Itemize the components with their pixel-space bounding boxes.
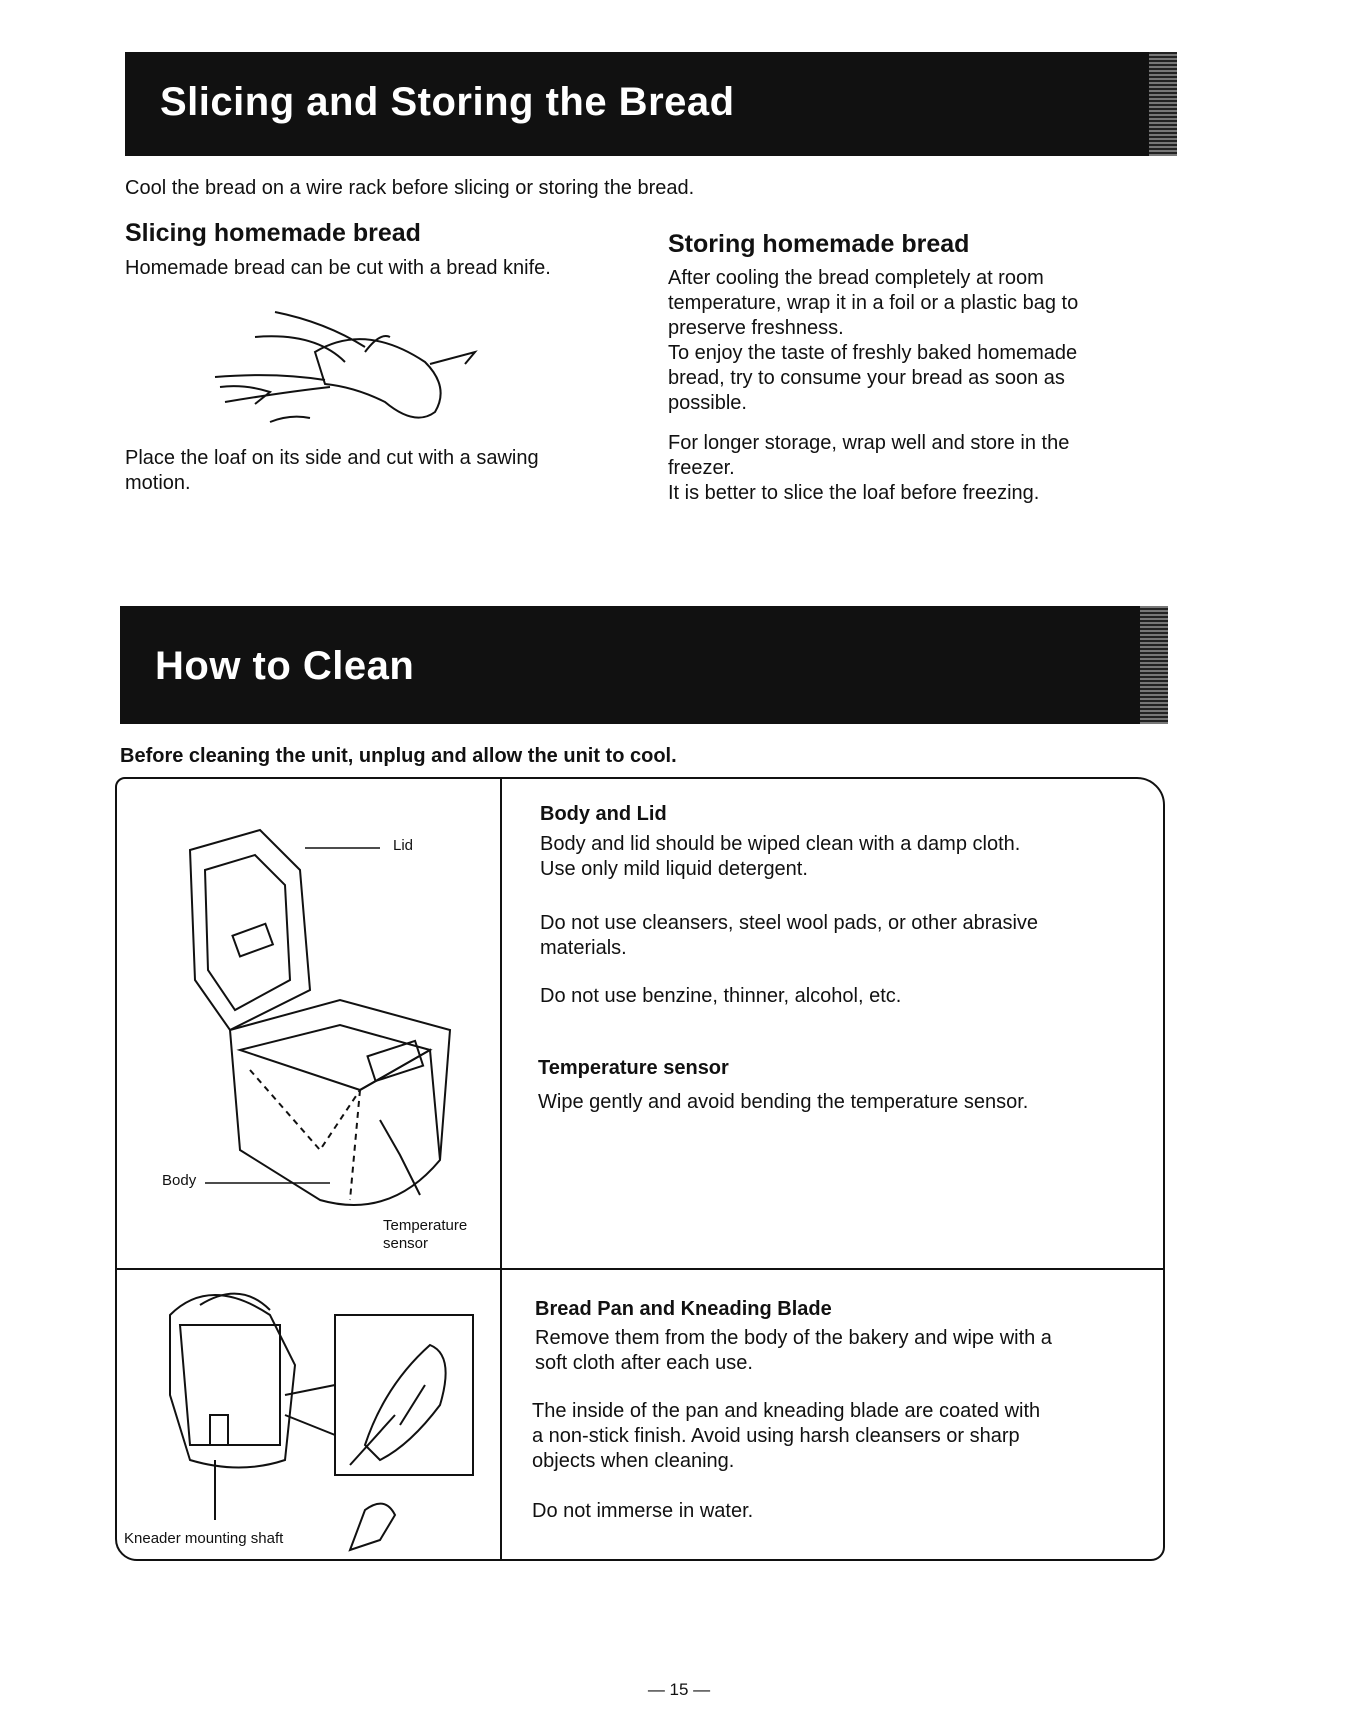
temp-sensor-heading: Temperature sensor	[538, 1057, 729, 1079]
label-body: Body	[162, 1172, 197, 1189]
bread-pan-illustration	[150, 1275, 480, 1555]
section-title: Slicing and Storing the Bread	[160, 80, 735, 124]
slicing-heading: Slicing homemade bread	[125, 219, 421, 247]
bread-pan-para2: The inside of the pan and kneading blade are coated with a non-stick finish. Avoid using harsh cleansers or sharp objects when cleaning.	[532, 1400, 1041, 1472]
temp-sensor-text: Wipe gently and avoid bending the temperature sensor.	[538, 1091, 1029, 1113]
intro-text: Cool the bread on a wire rack before slicing or storing the bread.	[125, 177, 695, 199]
table-row-divider	[115, 1268, 1165, 1270]
label-temperature-sensor: Temperature sensor	[383, 1217, 468, 1252]
storing-para2: For longer storage, wrap well and store in the freezer. It is better to slice the loaf before freezing.	[668, 432, 1070, 504]
bread-pan-para1: Remove them from the body of the bakery and wipe with a soft cloth after each use.	[535, 1327, 1052, 1374]
section-title: How to Clean	[155, 644, 415, 688]
body-lid-para2: Do not use cleansers, steel wool pads, or other abrasive materials.	[540, 912, 1039, 959]
slicing-text: Homemade bread can be cut with a bread knife.	[125, 257, 551, 279]
label-kneader-mounting-shaft: Kneader mounting shaft	[124, 1530, 284, 1547]
bread-pan-heading: Bread Pan and Kneading Blade	[535, 1298, 832, 1320]
label-lid: Lid	[393, 837, 414, 854]
section-banner-how-to-clean	[120, 606, 1168, 724]
banner-texture	[1149, 52, 1177, 156]
body-lid-para3: Do not use benzine, thinner, alcohol, etc.	[540, 985, 902, 1007]
storing-heading: Storing homemade bread	[668, 230, 970, 258]
body-leader-line	[205, 1181, 335, 1185]
bread-maker-illustration	[150, 820, 470, 1220]
table-column-divider	[500, 777, 502, 1561]
cleaning-warning: Before cleaning the unit, unplug and allow the unit to cool.	[120, 745, 677, 767]
banner-texture	[1140, 606, 1168, 724]
bread-slicing-illustration	[215, 292, 495, 442]
bread-pan-para3: Do not immerse in water.	[532, 1500, 754, 1522]
lid-leader-line	[305, 846, 385, 850]
section-banner-slicing-storing	[125, 52, 1177, 156]
body-lid-para1: Body and lid should be wiped clean with a damp cloth. Use only mild liquid detergent.	[540, 833, 1021, 880]
slicing-caption: Place the loaf on its side and cut with a sawing motion.	[125, 447, 539, 494]
storing-para1: After cooling the bread completely at room temperature, wrap it in a foil or a plastic bag to preserve freshness. To enjoy the taste of freshly baked homemade bread, try to consume your bread as soon as possible.	[668, 267, 1079, 414]
page-number: — 15 —	[647, 1680, 711, 1699]
body-lid-heading: Body and Lid	[540, 803, 667, 825]
